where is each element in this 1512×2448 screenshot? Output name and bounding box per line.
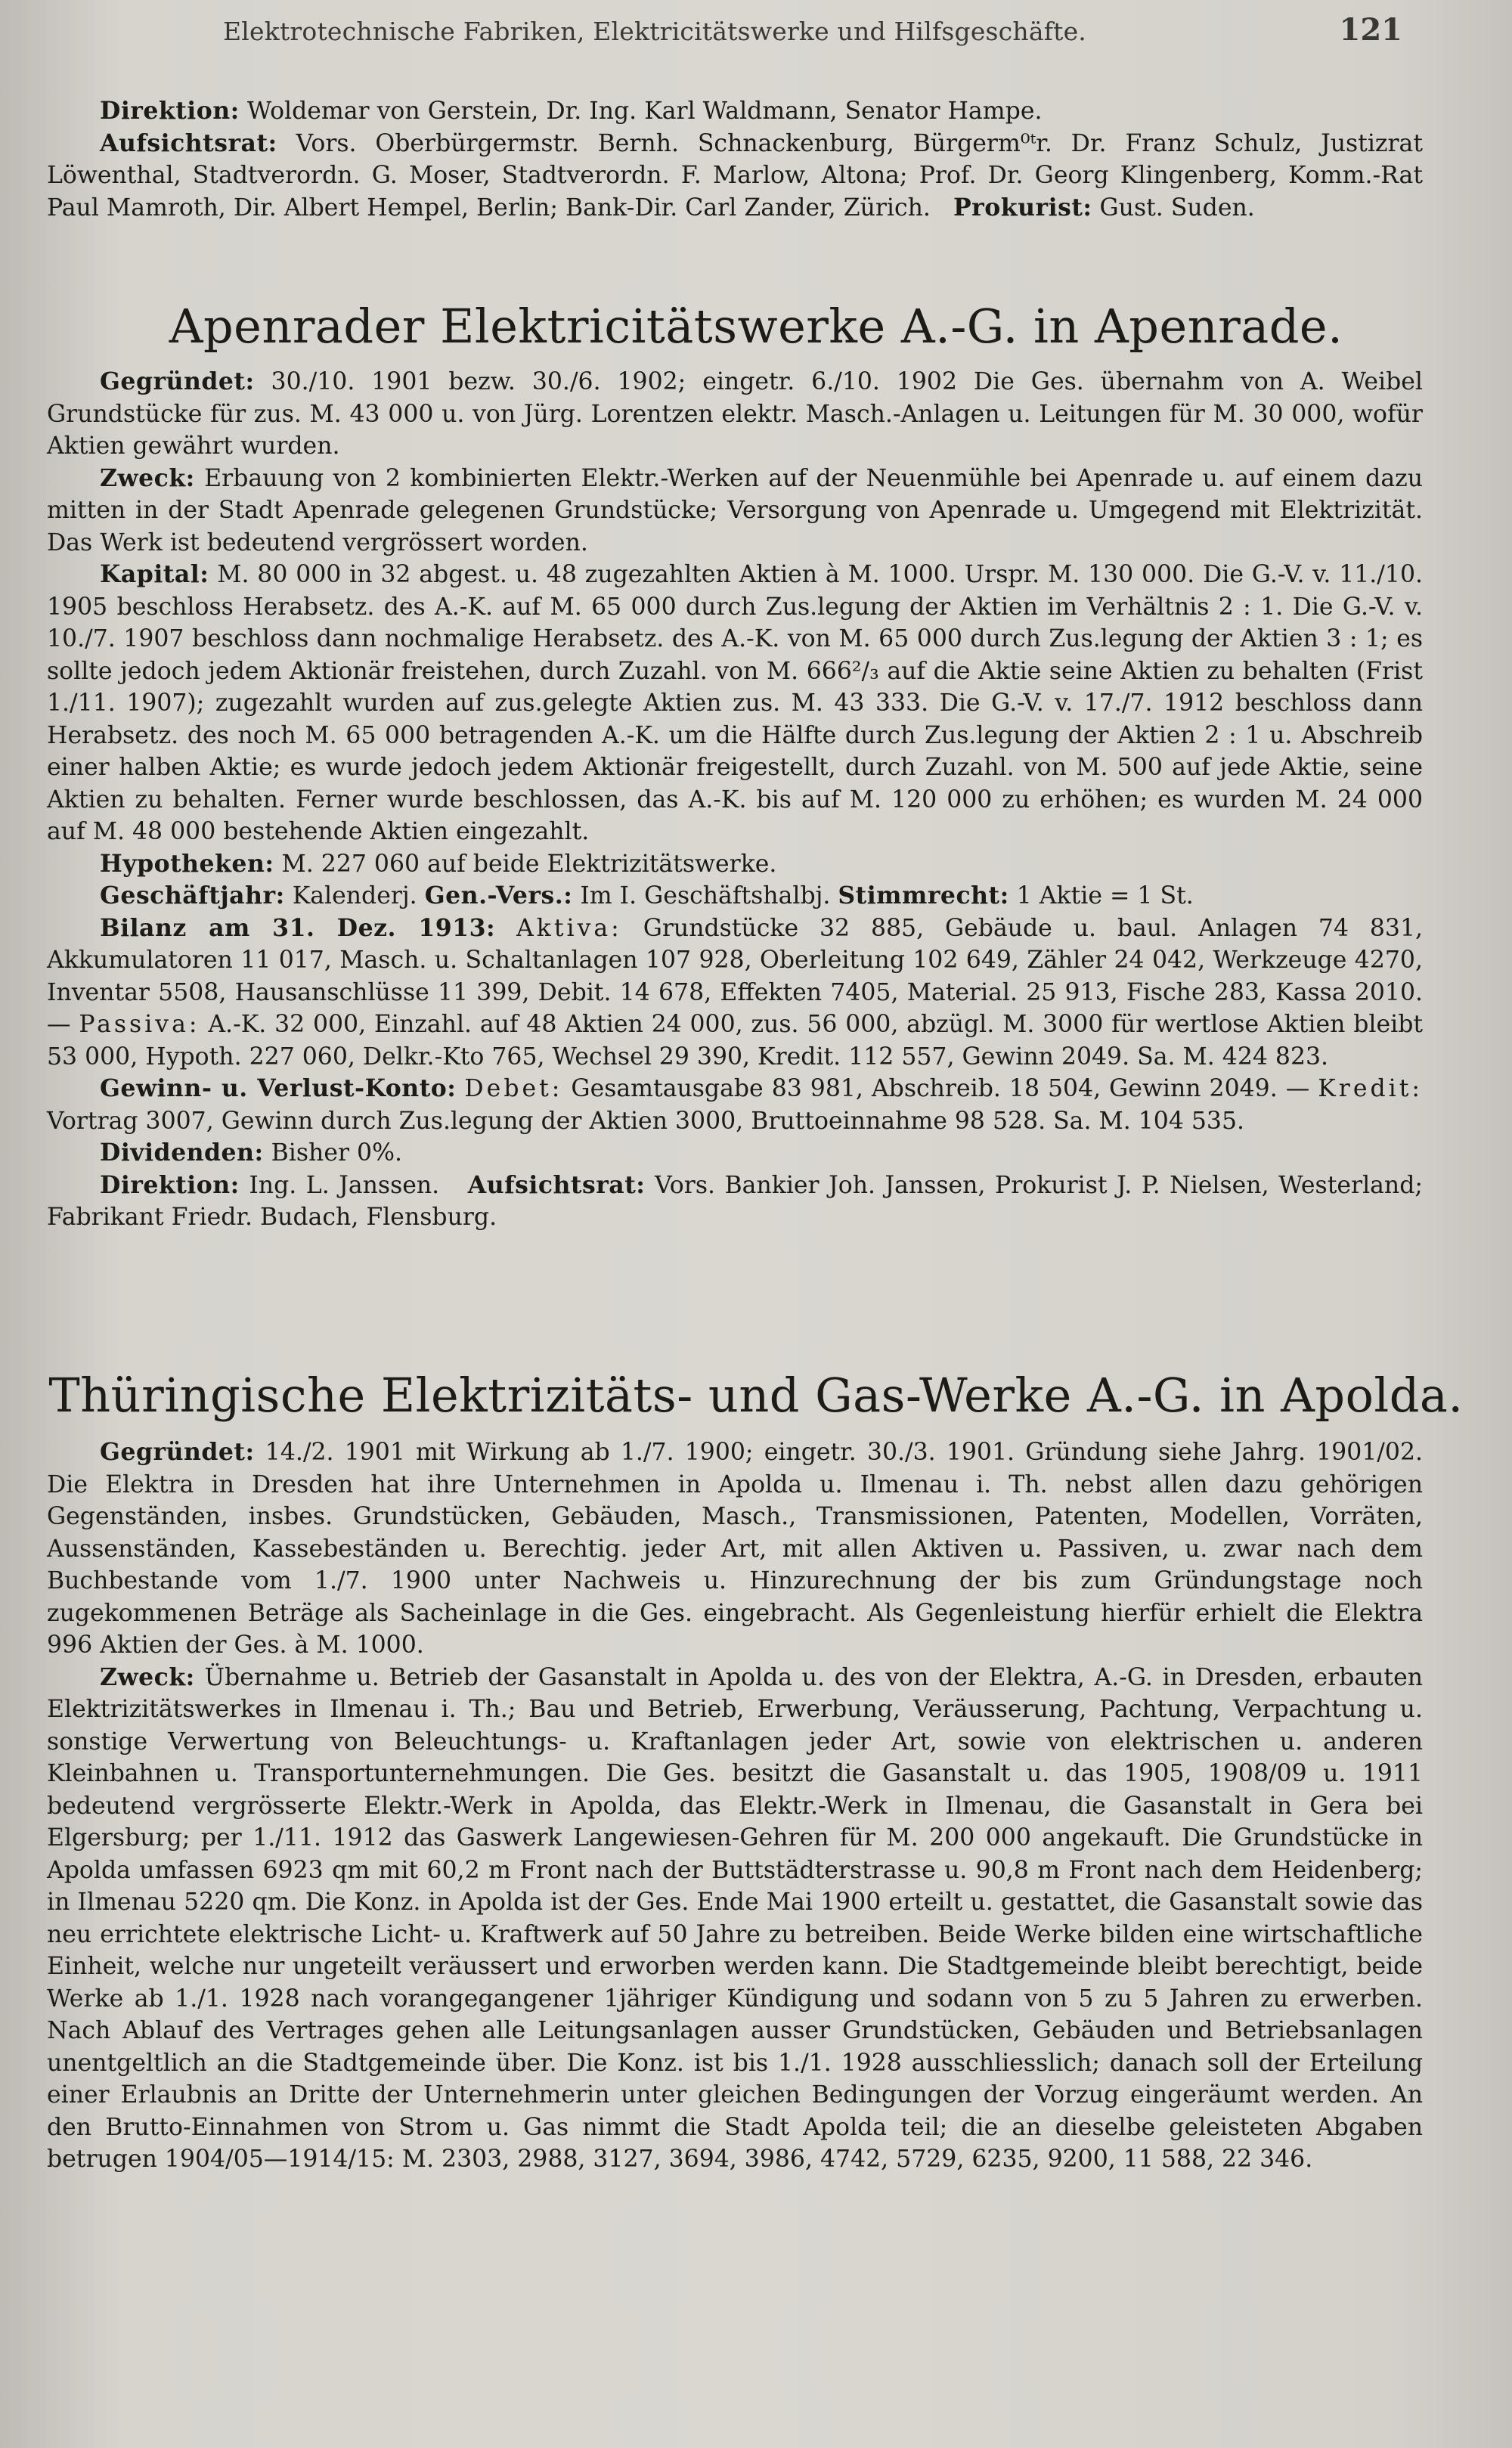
bilanz-label: Bilanz am 31. Dez. 1913: bbox=[100, 913, 496, 942]
guv-label: Gewinn- u. Verlust-Konto: bbox=[100, 1074, 457, 1102]
direktion-text: Ing. L. Janssen. bbox=[249, 1171, 440, 1199]
geschaeftsjahr-text: Kalenderj. bbox=[292, 882, 417, 909]
direktion-text: Woldemar von Gerstein, Dr. Ing. Karl Waldmann, Senator Hampe. bbox=[246, 98, 1043, 125]
running-head bbox=[223, 8, 1402, 53]
genvers-text: Im I. Geschäftshalbj. bbox=[580, 882, 831, 909]
debet-label: Debet: bbox=[464, 1075, 563, 1102]
dividenden-label: Dividenden: bbox=[100, 1139, 264, 1167]
kapital-text: M. 80 000 in 32 abgest. u. 48 zugezahlten Aktien à M. 1000. Urspr. M. 130 000. Die G.-V. v. 11./10. 1905 beschloss Herabsetz. des A.-K. auf M. 65 000 durch Zus.legung der Aktien im Verhältnis 2 : 1. Die G.-V. v. 10./7. 1907 beschloss dann nochmalige Herabsetz. des A.-K. von M. 65 000 durch Zus.legung der Aktien 3 : 1; es sollte jedoch jedem Aktionär freistehen, durch Zuzahl. von M. 666²/₃ auf die Aktie seine Aktien zu behalten (Frist 1./11. 1907); zugezahlt wurden auf zus.gelegte Aktien zus. M. 43 333. Die G.-V. v. 17./7. 1912 beschloss dann Herabsetz. des noch M. 65 000 betragenden A.-K. um die Hälfte durch Zus.legung der Aktien 2 : 1 u. Abschreib einer halben Aktie; es wurde jedoch jedem Aktionär freigestellt, durch Zuzahl. von M. 500 auf jede Aktie, seine Aktien zu behalten. Ferner wurde beschlossen, das A.-K. bis auf M. 120 000 zu erhöhen; es wurden M. 24 000 auf M. 48 000 bestehende Aktien eingezahlt. bbox=[47, 561, 1424, 845]
gegruendet-text: 30./10. 1901 bezw. 30./6. 1902; eingetr. 6./10. 1902 Die Ges. übernahm von A. Weibel Grundstücke für zus. M. 43 000 u. von Jürg. Lorentzen elektr. Masch.-Anlagen u. Leitungen für M. 30 000, wofür Aktien gewährt wurden. bbox=[47, 368, 1423, 460]
company-entry-apolda bbox=[47, 1436, 1423, 2176]
gegruendet-label: Gegründet: bbox=[100, 367, 255, 395]
hypotheken-text: M. 227 060 auf beide Elektrizitätswerke. bbox=[281, 850, 777, 878]
hypotheken-paragraph bbox=[47, 848, 1423, 881]
prokurist-label: Prokurist: bbox=[953, 193, 1092, 222]
gegruendet-paragraph bbox=[47, 1436, 1423, 1662]
direktion-paragraph bbox=[47, 95, 1423, 128]
zweck-label: Zweck: bbox=[100, 463, 195, 492]
aktiva-label: Aktiva: bbox=[516, 914, 622, 942]
direktion-label: Direktion: bbox=[100, 97, 240, 125]
bilanz-paragraph bbox=[47, 913, 1423, 1074]
aufsichtsrat-label: Aufsichtsrat: bbox=[100, 129, 277, 157]
hypotheken-label: Hypotheken: bbox=[100, 849, 274, 878]
kredit-label: Kredit: bbox=[1318, 1075, 1424, 1102]
aufsichtsrat-label: Aufsichtsrat: bbox=[467, 1170, 646, 1199]
page-number: 121 bbox=[1339, 12, 1402, 48]
company-entry-apenrade bbox=[47, 366, 1423, 1234]
gegruendet-label: Gegründet: bbox=[100, 1438, 255, 1466]
gegruendet-text: 14./2. 1901 mit Wirkung ab 1./7. 1900; eingetr. 30./3. 1901. Gründung siehe Jahrg. 1901/02. Die Elektra in Dresden hat ihre Unternehmen in Apolda u. Ilmenau i. Th. nebst allen dazu gehörigen Gegenständen, insbes. Grundstücken, Gebäuden, Masch., Transmissionen, Patenten, Modellen, Vorräten, Aussenständen, Kassebeständen u. Berechtig. jeder Art, mit allen Aktiven u. Passiven, u. zwar nach dem Buchbestande vom 1./7. 1900 unter Nachweis u. Hinzurechnung der bis zum Gründungstage noch zugekommenen Beträge als Sacheinlage in die Ges. eingebracht. Als Gegenleistung hierfür erhielt die Elektra 996 Aktien der Ges. à M. 1000. bbox=[47, 1439, 1423, 1659]
guv-paragraph bbox=[47, 1073, 1423, 1137]
prokurist-text: Gust. Suden. bbox=[1099, 194, 1255, 222]
aktiva-text: Grundstücke 32 885, Gebäude u. baul. Anlagen 74 831, Akkumulatoren 11 017, Masch. u. Schaltanlagen 107 928, Oberleitung 102 649, Zähler 24 042, Werkzeuge 4270, Inventar 5508, Hausanschlüsse 11 399, Debit. 14 678, Effekten 7405, Material. 25 913, Fische 283, Kassa 2010. — bbox=[47, 914, 1424, 1038]
aufsichtsrat-text: Vors. Bankier Joh. Janssen, Prokurist J. P. Nielsen, Westerland; Fabrikant Friedr. Budach, Flensburg. bbox=[47, 1171, 1423, 1231]
geschaeftsjahr-paragraph bbox=[47, 880, 1423, 913]
previous-company-continuation bbox=[47, 95, 1423, 224]
direktion-paragraph bbox=[47, 1170, 1423, 1234]
zweck-paragraph bbox=[47, 463, 1423, 559]
genvers-label: Gen.-Vers.: bbox=[424, 882, 573, 909]
dividenden-text: Bisher 0%. bbox=[271, 1139, 403, 1167]
kredit-text: Vortrag 3007, Gewinn durch Zus.legung der Aktien 3000, Bruttoeinnahme 98 528. Sa. M. 104 535. bbox=[47, 1107, 1245, 1135]
direktion-label: Direktion: bbox=[100, 1170, 240, 1199]
dividenden-paragraph bbox=[47, 1137, 1423, 1170]
passiva-label: Passiva: bbox=[79, 1011, 200, 1038]
stimmrecht-text: 1 Aktie = 1 St. bbox=[1016, 882, 1194, 909]
gegruendet-paragraph bbox=[47, 366, 1423, 463]
zweck-text: Erbauung von 2 kombinierten Elektr.-Werken auf der Neuenmühle bei Apenrade u. auf einem dazu mitten in der Stadt Apenrade gelegenen Grundstücke; Versorgung von Apenrade u. Umgegend mit Elektrizität. Das Werk ist bedeutend vergrössert worden. bbox=[47, 464, 1424, 556]
running-title: Elektrotechnische Fabriken, Elektricitätswerke und Hilfsgeschäfte. bbox=[223, 17, 1086, 46]
stimmrecht-label: Stimmrecht: bbox=[838, 882, 1009, 909]
geschaeftsjahr-label: Geschäftjahr: bbox=[100, 882, 285, 909]
company-heading-apolda: Thüringische Elektrizitäts- und Gas-Werke A.-G. in Apolda. bbox=[48, 1368, 1464, 1423]
aufsichtsrat-text: Vors. Oberbürgermstr. Bernh. Schnackenburg, Bürgerm⁰ᵗr. Dr. Franz Schulz, Justizrat Löwenthal, Stadtverordn. G. Moser, Stadtverordn. F. Marlow, Altona; Prof. Dr. Georg Klingenberg, Komm.-Rat Paul Mamroth, Dir. Albert Hempel, Berlin; Bank-Dir. Carl Zander, Zürich. bbox=[47, 129, 1423, 222]
debet-text: Gesamtausgabe 83 981, Abschreib. 18 504, Gewinn 2049. — bbox=[571, 1075, 1310, 1102]
passiva-text: A.-K. 32 000, Einzahl. auf 48 Aktien 24 000, zus. 56 000, abzügl. M. 3000 für wertlose Aktien bleibt 53 000, Hypoth. 227 060, Delkr.-Kto 765, Wechsel 29 390, Kredit. 112 557, Gewinn 2049. Sa. M. 424 823. bbox=[47, 1011, 1424, 1071]
aufsichtsrat-paragraph bbox=[47, 128, 1423, 225]
zweck-paragraph bbox=[47, 1662, 1423, 2176]
kapital-label: Kapital: bbox=[100, 560, 209, 588]
kapital-paragraph bbox=[47, 559, 1423, 848]
zweck-label: Zweck: bbox=[100, 1662, 195, 1691]
zweck-text: Übernahme u. Betrieb der Gasanstalt in Apolda u. des von der Elektra, A.-G. in Dresden, erbauten Elektrizitätswerkes in Ilmenau i. Th.; Bau und Betrieb, Erwerbung, Veräusserung, Pachtung, Verpachtung u. sonstige Verwertung von Beleuchtungs- u. Kraftanlagen jeder Art, sowie von elektrischen u. anderen Kleinbahnen u. Transportunternehmungen. Die Ges. besitzt die Gasanstalt u. das 1905, 1908/09 u. 1911 bedeutend vergrösserte Elektr.-Werk in Apolda, das Elektr.-Werk in Ilmenau, die Gasanstalt in Gera bei Elgersburg; per 1./11. 1912 das Gaswerk Langewiesen-Gehren für M. 200 000 angekauft. Die Grundstücke in Apolda umfassen 6923 qm mit 60,2 m Front nach der Buttstädterstrasse u. 90,8 m Front nach dem Heidenberg; in Ilmenau 5220 qm. Die Konz. in Apolda ist der Ges. Ende Mai 1900 erteilt u. gestattet, die Gasanstalt sowie das neu errichtete elektrische Licht- u. Kraftwerk auf 50 Jahre zu betreiben. Beide Werke bilden eine wirtschaftliche Einheit, welche nur ungeteilt veräussert und erworben werden kann. Die Stadtgemeinde bleibt berechtigt, beide Werke ab 1./1. 1928 nach vorangegangener 1jähriger Kündigung und sodann von 5 zu 5 Jahren zu erwerben. Nach Ablauf des Vertrages gehen alle Leitungsanlagen ausser Grundstücken, Gebäuden und Betriebsanlagen unentgeltlich an die Stadtgemeinde über. Die Konz. ist bis 1./1. 1928 ausschliesslich; danach soll der Erteilung einer Erlaubnis an Dritte der Unternehmerin unter gleichen Bedingungen der Vorzug eingeräumt werden. An den Brutto-Einnahmen von Strom u. Gas nimmt die Stadt Apolda teil; die an dieselbe geleisteten Abgaben betrugen 1904/05—1914/15: M. 2303, 2988, 3127, 3694, 3986, 4742, 5729, 6235, 9200, 11 588, 22 346. bbox=[47, 1663, 1423, 2173]
company-heading-apenrade: Apenrader Elektricitätswerke A.-G. in Apenrade. bbox=[169, 299, 1343, 354]
